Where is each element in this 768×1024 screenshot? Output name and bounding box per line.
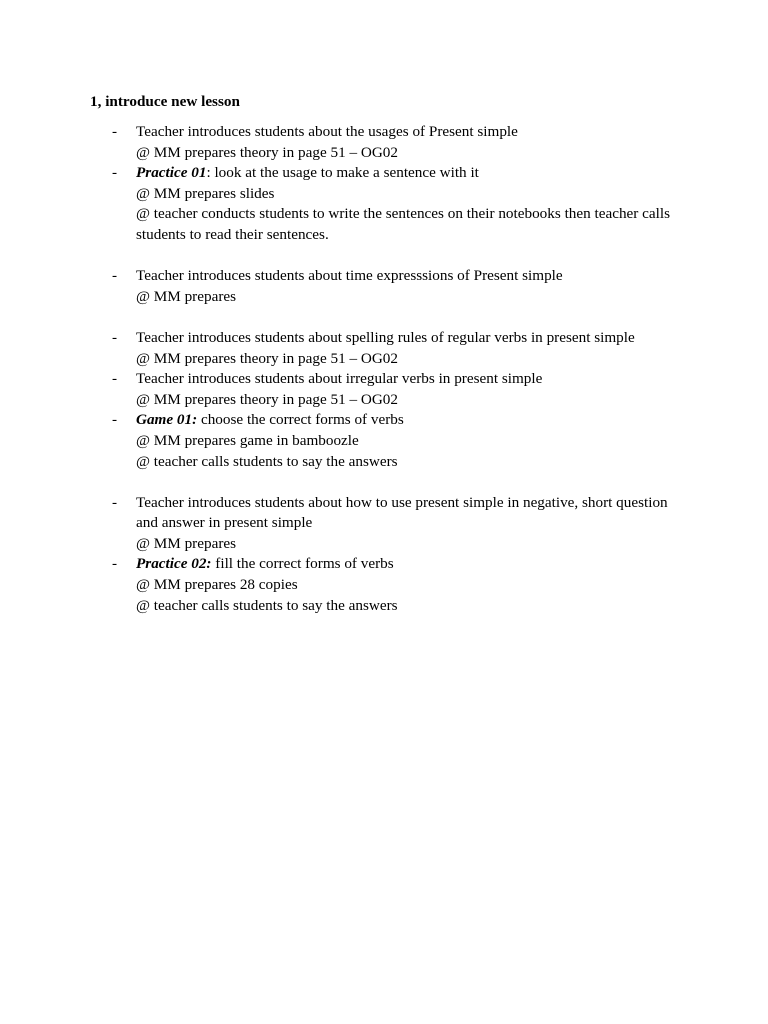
- step-title-line: [136, 554, 680, 575]
- step-text-continued: and answer in present simple: [136, 514, 313, 532]
- lesson-step-list: [90, 122, 680, 616]
- step-note: students to read their sentences.: [136, 225, 329, 243]
- step-label: Practice 02:: [136, 555, 212, 573]
- step-text: Teacher introduces students about how to use present simple in negative, short question: [136, 493, 668, 511]
- step-text: Teacher introduces students about spelling rules of regular verbs in present simple: [136, 328, 635, 346]
- step-text: Teacher introduces students about the usages of Present simple: [136, 123, 518, 140]
- step-note: @ MM prepares: [136, 287, 237, 305]
- bullet-dash: -: [112, 555, 118, 573]
- bullet-dash: -: [112, 267, 118, 285]
- step-note: @ MM prepares: [136, 534, 237, 552]
- section-heading: 1, introduce new lesson: [90, 93, 240, 110]
- lesson-step: [90, 493, 680, 555]
- lesson-step: [90, 266, 680, 307]
- step-note: @ teacher calls students to say the answers: [136, 452, 398, 470]
- paragraph-gap: [90, 472, 680, 493]
- lesson-step-practice-01: [90, 163, 680, 245]
- paragraph-gap: [90, 307, 680, 328]
- lesson-step: [90, 122, 680, 163]
- step-note: @ MM prepares theory in page 51 – OG02: [136, 143, 398, 161]
- paragraph-gap: [90, 246, 680, 267]
- bullet-dash: -: [112, 411, 118, 429]
- step-note: @ MM prepares theory in page 51 – OG02: [136, 390, 398, 408]
- lesson-step: [90, 369, 680, 410]
- step-note: @ teacher conducts students to write the sentences on their notebooks then teacher calls: [136, 205, 670, 223]
- step-text: Teacher introduces students about irregular verbs in present simple: [136, 370, 543, 388]
- bullet-dash: -: [112, 123, 118, 140]
- step-note: @ teacher calls students to say the answers: [136, 596, 398, 614]
- lesson-step: [90, 328, 680, 369]
- step-title-text: : look at the usage to make a sentence with it: [206, 164, 479, 182]
- step-title-line: [136, 410, 680, 431]
- step-note: @ MM prepares slides: [136, 184, 275, 202]
- step-note: @ MM prepares 28 copies: [136, 576, 298, 594]
- step-title-line: [136, 163, 680, 184]
- step-label: Practice 01: [136, 164, 207, 182]
- step-text: Teacher introduces students about time expresssions of Present simple: [136, 267, 563, 285]
- step-title-text: choose the correct forms of verbs: [197, 411, 404, 429]
- step-title-text: fill the correct forms of verbs: [211, 555, 394, 573]
- lesson-step-practice-02: [90, 554, 680, 616]
- bullet-dash: -: [112, 370, 118, 388]
- bullet-dash: -: [112, 164, 118, 182]
- bullet-dash: -: [112, 328, 118, 346]
- bullet-dash: -: [112, 493, 118, 511]
- step-label: Game 01:: [136, 411, 198, 429]
- step-note: @ MM prepares theory in page 51 – OG02: [136, 349, 398, 367]
- lesson-step-game-01: [90, 410, 680, 472]
- step-note: @ MM prepares game in bamboozle: [136, 431, 359, 449]
